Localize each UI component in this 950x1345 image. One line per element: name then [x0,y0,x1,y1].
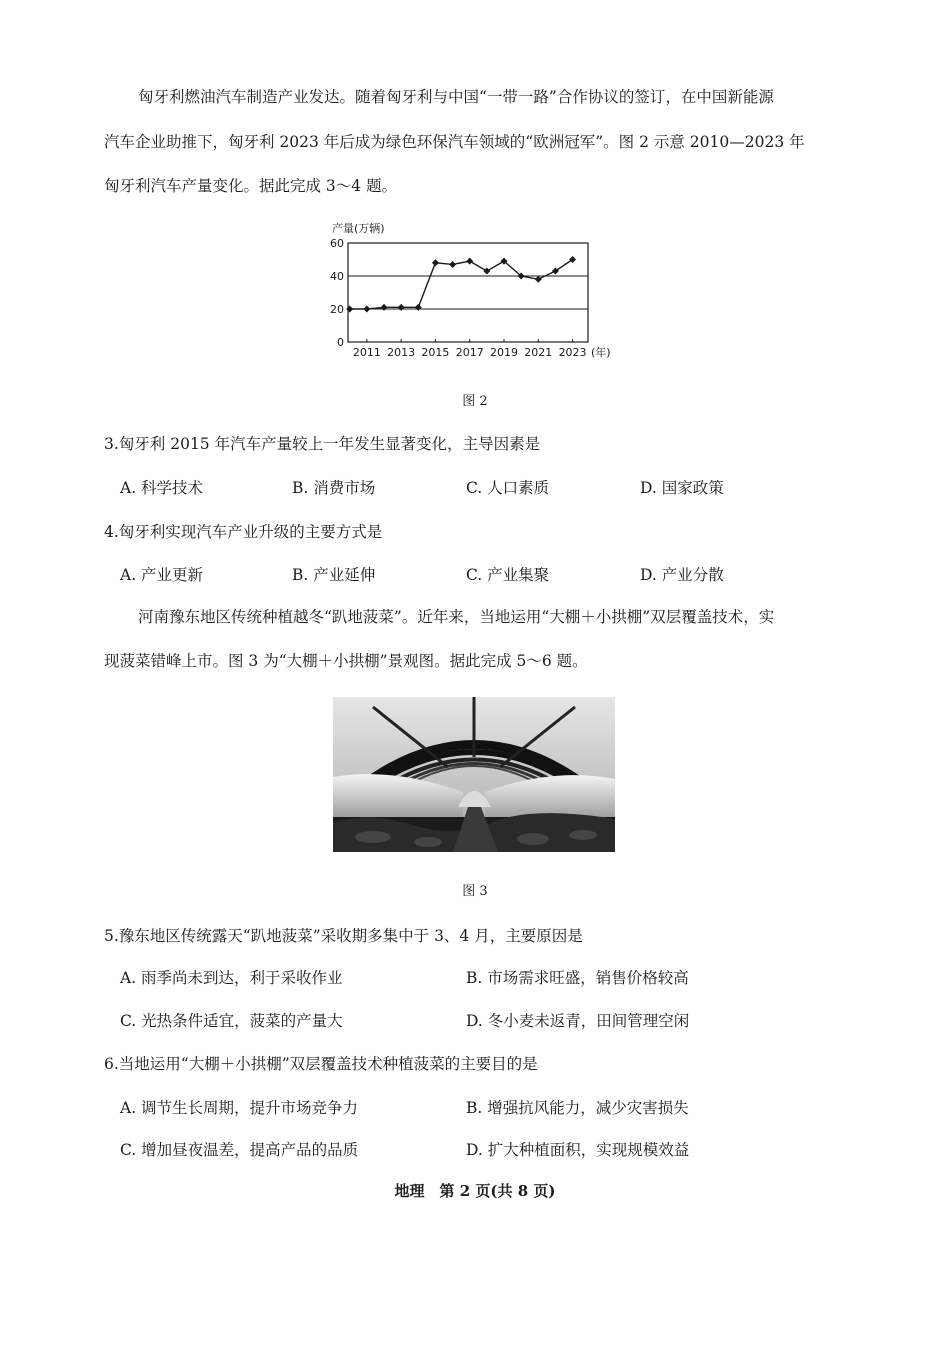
passage2-line1: 河南豫东地区传统种植越冬“趴地菠菜”。近年来，当地运用“大棚＋小拱棚”双层覆盖技术，实 [138,608,775,626]
chart-x-axis-label: (年) [591,346,611,359]
question-5-stem: 5.豫东地区传统露天“趴地菠菜”采收期多集中于 3、4 月，主要原因是 [104,927,583,945]
question-3-option-c[interactable]: C. 人口素质 [466,479,550,497]
chart-series-line [350,260,573,310]
figure-3-greenhouse-photo [333,697,615,852]
question-4-option-c[interactable]: C. 产业集聚 [466,566,550,584]
question-3-option-a[interactable]: A. 科学技术 [120,479,204,497]
question-6-option-a[interactable]: A. 调节生长周期，提升市场竞争力 [120,1099,359,1117]
figure-2-line-chart [320,215,630,365]
chart-x-tick-label: 2015 [421,346,450,359]
chart-x-tick-label: 2019 [490,346,518,359]
chart-data-point [483,268,490,275]
question-4-option-a[interactable]: A. 产业更新 [120,566,204,584]
question-3-option-d[interactable]: D. 国家政策 [640,479,724,497]
passage1-line1: 匈牙利燃油汽车制造产业发达。随着匈牙利与中国“一带一路”合作协议的签订，在中国新能源 [138,88,774,106]
chart-y-tick-label: 40 [330,270,344,283]
chart-data-point [466,258,473,265]
page-footer: 地理 第 2 页(共 8 页) [394,1182,556,1200]
question-6-stem: 6.当地运用“大棚＋小拱棚”双层覆盖技术种植菠菜的主要目的是 [104,1055,538,1073]
question-4-option-d[interactable]: D. 产业分散 [640,566,724,584]
chart-data-point [398,304,405,311]
passage1-line3: 匈牙利汽车产量变化。据此完成 3～4 题。 [104,177,398,195]
question-4-option-b[interactable]: B. 产业延伸 [292,566,376,584]
chart-y-tick-label: 60 [330,237,344,250]
chart-data-point [535,276,542,283]
chart-data-point [346,306,353,313]
question-5-option-d[interactable]: D. 冬小麦未返青，田间管理空闲 [466,1012,690,1030]
chart-data-point [432,259,439,266]
chart-x-tick-label: 2017 [455,346,484,359]
chart-y-tick-label: 0 [337,336,344,349]
chart-x-tick-label: 2021 [524,346,553,359]
chart-plot-frame [348,243,588,342]
chart-data-point [449,261,456,268]
passage1-line2: 汽车企业助推下，匈牙利 2023 年后成为绿色环保汽车领域的“欧洲冠军”。图 2 示意 2010—2023 年 [104,133,805,151]
chart-x-tick-label: 2023 [558,346,587,359]
question-4-stem: 4.匈牙利实现汽车产业升级的主要方式是 [104,523,383,541]
question-6-option-c[interactable]: C. 增加昼夜温差，提高产品的品质 [120,1141,359,1159]
chart-x-tick-label: 2011 [352,346,381,359]
question-6-option-b[interactable]: B. 增强抗风能力，减少灾害损失 [466,1099,689,1117]
question-5-option-a[interactable]: A. 雨季尚未到达，利于采收作业 [120,969,343,987]
passage2-line2: 现菠菜错峰上市。图 3 为“大棚＋小拱棚”景观图。据此完成 5～6 题。 [104,652,588,670]
question-5-option-b[interactable]: B. 市场需求旺盛，销售价格较高 [466,969,689,987]
chart-y-tick-label: 20 [330,303,344,316]
chart-ylabel: 产量(万辆) [332,222,385,235]
chart-data-point [415,304,422,311]
question-3-stem: 3.匈牙利 2015 年汽车产量较上一年发生显著变化，主导因素是 [104,435,541,453]
question-6-option-d[interactable]: D. 扩大种植面积，实现规模效益 [466,1141,690,1159]
figure-2-caption: 图 2 [462,394,488,409]
chart-data-point [363,306,370,313]
figure-3-caption: 图 3 [462,884,488,899]
chart-x-tick-label: 2013 [387,346,416,359]
question-3-option-b[interactable]: B. 消费市场 [292,479,376,497]
chart-data-point [381,304,388,311]
question-5-option-c[interactable]: C. 光热条件适宜，菠菜的产量大 [120,1012,343,1030]
